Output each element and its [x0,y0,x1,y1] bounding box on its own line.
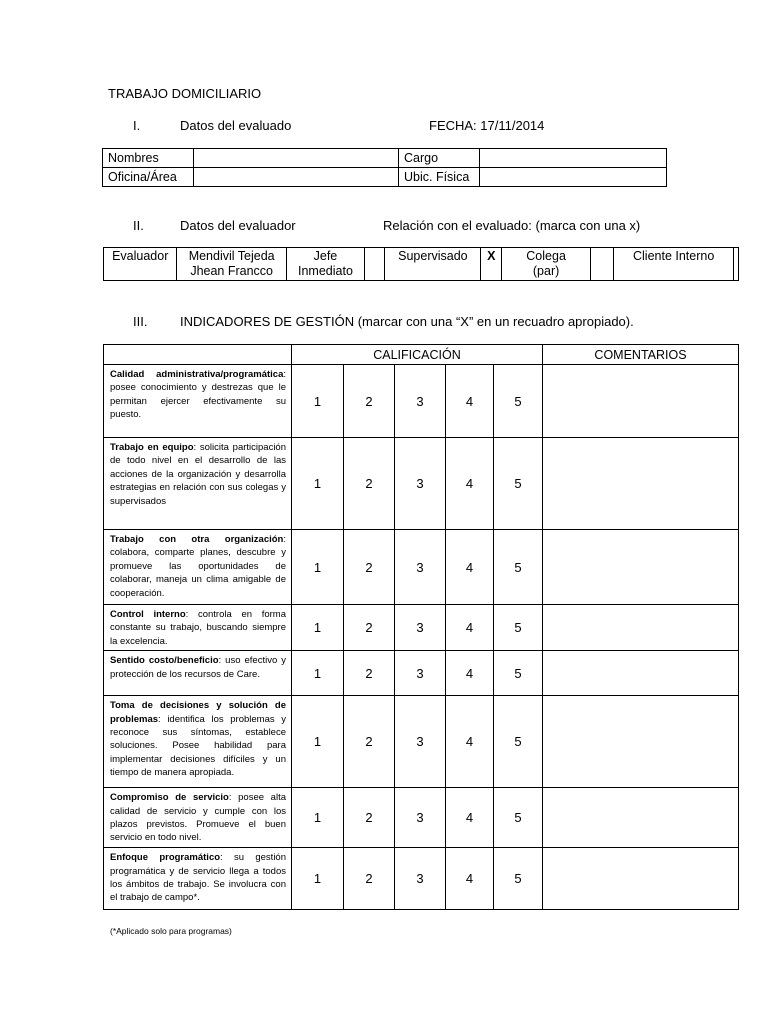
rating-cell[interactable]: 4 [446,365,494,438]
option-colleague-label [502,248,591,281]
indicator-description [104,788,292,848]
rating-cell[interactable]: 1 [292,696,344,788]
section-2-numeral: II. [133,218,144,233]
rating-cell[interactable]: 4 [446,651,494,696]
indicator-text: : colabora, comparte planes, descubre y promueve las oportunidades de colaborar, maneja un clima amigable de cooperación. [110,534,286,599]
comment-cell[interactable] [543,848,739,910]
comment-cell[interactable] [543,365,739,438]
rating-cell[interactable]: 3 [395,788,446,848]
rating-cell[interactable]: 4 [446,788,494,848]
indicator-name: Toma de decisiones y solución de problemas [110,700,286,725]
rating-cell[interactable]: 2 [344,365,395,438]
relation-label: Relación con el evaluado: (marca con una x) [383,218,641,233]
header-blank [104,345,292,365]
option-boss-label [286,248,364,281]
rating-cell[interactable]: 2 [344,788,395,848]
indicator-description [104,365,292,438]
footnote: (*Aplicado solo para programas) [110,926,232,936]
indicator-row [104,696,739,788]
indicator-name: Trabajo con otra organización [110,534,284,545]
option-colleague-checkbox[interactable] [591,248,614,281]
indicator-name: Enfoque programático [110,852,221,864]
indicator-name: Control interno [110,609,186,620]
comment-cell[interactable] [543,651,739,696]
rating-cell[interactable]: 1 [292,848,344,910]
comment-cell[interactable] [543,605,739,651]
position-field[interactable] [480,149,667,168]
rating-cell[interactable]: 3 [395,848,446,910]
evaluee-table [102,148,667,187]
rating-cell[interactable]: 1 [292,365,344,438]
indicator-text: : solicita participación de todo nivel en el desarrollo de las acciones de la organización y desarrolla estrategias en relación con sus colegas y supervisados [110,442,286,507]
document-title: TRABAJO DOMICILIARIO [108,86,262,101]
rating-cell[interactable]: 4 [446,848,494,910]
indicator-name: Compromiso de servicio [110,792,229,804]
rating-cell[interactable]: 1 [292,605,344,651]
indicator-description [104,696,292,788]
rating-cell[interactable]: 2 [344,530,395,605]
date-label: FECHA: 17/11/2014 [429,118,545,133]
option-boss-line2: Inmediato [298,264,353,278]
option-boss-checkbox[interactable] [365,248,385,281]
evaluee-row [103,149,667,168]
indicator-description [104,605,292,651]
rating-header: CALIFICACIÓN [292,345,543,365]
rating-cell[interactable]: 3 [395,438,446,530]
rating-cell[interactable]: 4 [446,696,494,788]
indicator-name: Trabajo en equipo [110,442,194,453]
rating-cell[interactable]: 5 [494,651,543,696]
rating-cell[interactable]: 3 [395,365,446,438]
section-2-heading: Datos del evaluador [180,218,296,233]
rating-cell[interactable]: 4 [446,530,494,605]
rating-cell[interactable]: 3 [395,696,446,788]
indicator-description [104,438,292,530]
option-client-label: Cliente Interno [614,248,734,281]
comment-cell[interactable] [543,788,739,848]
location-field[interactable] [480,168,667,187]
indicator-text: : posee conocimiento y destrezas que le permitan ejercer efectivamente su puesto. [110,369,286,421]
position-label: Cargo [399,149,480,168]
indicator-row [104,438,739,530]
rating-cell[interactable]: 2 [344,848,395,910]
option-colleague-line2: (par) [532,264,560,278]
indicator-text: : controla en forma constante su trabajo, buscando siempre la excelencia. [110,609,286,647]
evaluee-row [103,168,667,187]
indicator-text: : posee alta calidad de servicio y cumple con los plazos previstos. Promueve el buen servicio en todo nivel. [110,792,286,844]
indicator-description [104,530,292,605]
evaluator-name-line1: Mendivil Tejeda [188,249,275,263]
rating-cell[interactable]: 1 [292,788,344,848]
indicator-text: : identifica los problemas y reconoce sus síntomas, establece soluciones. Posee habilidad para implementar decisiones difíciles y un tiempo de manera apropiada. [110,713,286,779]
indicator-row [104,530,739,605]
rating-cell[interactable]: 5 [494,848,543,910]
indicator-row [104,848,739,910]
location-label: Ubic. Física [399,168,480,187]
rating-cell[interactable]: 4 [446,605,494,651]
rating-cell[interactable]: 5 [494,788,543,848]
office-field[interactable] [194,168,399,187]
names-label: Nombres [103,149,194,168]
rating-cell[interactable]: 5 [494,438,543,530]
option-supervised-checkbox[interactable]: X [481,248,502,281]
names-field[interactable] [194,149,399,168]
indicator-name: Sentido costo/beneficio [110,655,219,667]
comment-cell[interactable] [543,696,739,788]
rating-cell[interactable]: 1 [292,530,344,605]
indicator-row [104,651,739,696]
rating-cell[interactable]: 5 [494,530,543,605]
evaluator-label: Evaluador [104,248,177,281]
section-3-heading: INDICADORES DE GESTIÓN (marcar con una “X” en un recuadro apropiado). [180,314,634,329]
indicator-text: : su gestión programática y de servicio llega a todos los ámbitos de trabajo. Se involucra con el trabajo de campo*. [110,852,286,904]
indicator-row [104,605,739,651]
rating-cell[interactable]: 5 [494,605,543,651]
option-colleague-line1: Colega [526,249,566,263]
comments-header: COMENTARIOS [543,345,739,365]
option-supervised-label: Supervisado [385,248,481,281]
evaluator-table [103,247,739,281]
rating-cell[interactable]: 1 [292,438,344,530]
indicator-row [104,788,739,848]
rating-cell[interactable]: 4 [446,438,494,530]
section-3-numeral: III. [133,314,148,329]
indicators-header-row [104,345,739,365]
rating-cell[interactable]: 2 [344,605,395,651]
rating-cell[interactable]: 1 [292,651,344,696]
rating-cell[interactable]: 5 [494,696,543,788]
rating-cell[interactable]: 3 [395,530,446,605]
evaluator-name-line2: Jhean Francco [190,264,273,278]
indicator-name: Calidad administrativa/programática [110,369,284,380]
comment-cell[interactable] [543,530,739,605]
rating-cell[interactable]: 5 [494,365,543,438]
evaluator-row [104,248,739,281]
option-boss-line1: Jefe [313,249,338,263]
rating-cell[interactable]: 3 [395,605,446,651]
option-client-checkbox[interactable] [734,248,739,281]
rating-cell[interactable]: 2 [344,696,395,788]
section-1-numeral: I. [133,118,141,133]
indicator-row [104,365,739,438]
indicator-description [104,848,292,910]
rating-cell[interactable]: 2 [344,651,395,696]
office-label: Oficina/Área [103,168,194,187]
comment-cell[interactable] [543,438,739,530]
evaluator-name [177,248,286,281]
section-1-heading: Datos del evaluado [180,118,292,133]
indicator-description [104,651,292,696]
indicators-table [103,344,739,910]
rating-cell[interactable]: 2 [344,438,395,530]
rating-cell[interactable]: 3 [395,651,446,696]
indicator-text: : uso efectivo y protección de los recursos de Care. [110,655,286,680]
